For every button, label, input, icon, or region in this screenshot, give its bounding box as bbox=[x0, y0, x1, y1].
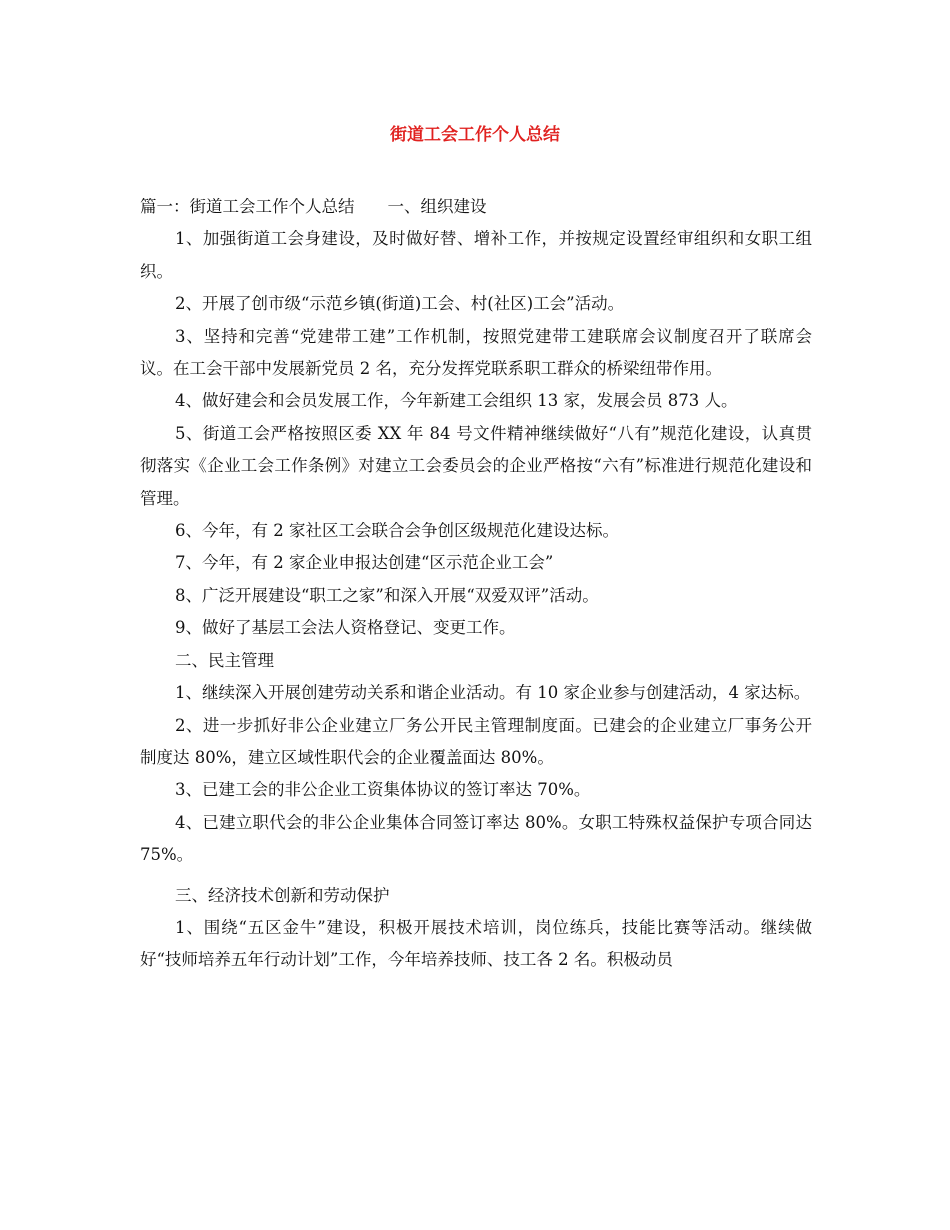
paragraph: 2、开展了创市级“示范乡镇(街道)工会、村(社区)工会”活动。 bbox=[175, 294, 625, 314]
paragraph: 8、广泛开展建设“职工之家”和深入开展“双爱双评”活动。 bbox=[175, 585, 599, 605]
paragraph: 2、进一步抓好非公企业建立厂务公开民主管理制度面。已建会的企业建立厂事务公开制度达 80%，建立区域性职代会的企业覆盖面达 80%。 bbox=[140, 715, 812, 767]
section-heading: 二、民主管理 bbox=[175, 650, 274, 670]
paragraph: 1、继续深入开展创建劳动关系和谐企业活动。有 10 家企业参与创建活动，4 家达标。 bbox=[175, 683, 811, 703]
paragraph: 6、今年，有 2 家社区工会联合会争创区级规范化建设达标。 bbox=[175, 521, 619, 541]
paragraph: 5、街道工会严格按照区委 XX 年 84 号文件精神继续做好“八有”规范化建设，认真贯彻落实《企业工会工作条例》对建立工会委员会的企业严格按“六有”标准进行规范化建设和管理。 bbox=[140, 423, 812, 508]
paragraph: 1、围绕“五区金牛”建设，积极开展技术培训，岗位练兵，技能比赛等活动。继续做好“技师培养五年行动计划”工作，今年培养技师、技工各 2 名。积极动员 bbox=[140, 917, 812, 970]
paragraph-section-heading: 篇一：街道工会工作个人总结 一、组织建设 bbox=[140, 197, 487, 216]
paragraph: 3、已建工会的非公企业工资集体协议的签订率达 70%。 bbox=[175, 780, 591, 800]
spacer bbox=[140, 872, 812, 880]
paragraph: 7、今年，有 2 家企业申报达创建“区示范企业工会” bbox=[175, 553, 554, 573]
section-heading: 三、经济技术创新和劳动保护 bbox=[175, 885, 390, 905]
paragraph: 9、做好了基层工会法人资格登记、变更工作。 bbox=[175, 618, 516, 638]
paragraph: 1、加强街道工会身建设，及时做好替、增补工作，并按规定设置经审组织和女职工组织。 bbox=[140, 229, 812, 281]
paragraph: 4、已建立职代会的非公企业集体合同签订率达 80%。女职工特殊权益保护专项合同达 75%。 bbox=[140, 812, 812, 865]
document-body bbox=[140, 191, 812, 977]
document-title: 街道工会工作个人总结 bbox=[390, 125, 560, 145]
paragraph: 3、坚持和完善“党建带工建”工作机制，按照党建带工建联席会议制度召开了联席会议。在工会干部中发展新党员 2 名，充分发挥党联系职工群众的桥梁纽带作用。 bbox=[140, 326, 812, 379]
paragraph: 4、做好建会和会员发展工作，今年新建工会组织 13 家，发展会员 873 人。 bbox=[175, 391, 738, 411]
